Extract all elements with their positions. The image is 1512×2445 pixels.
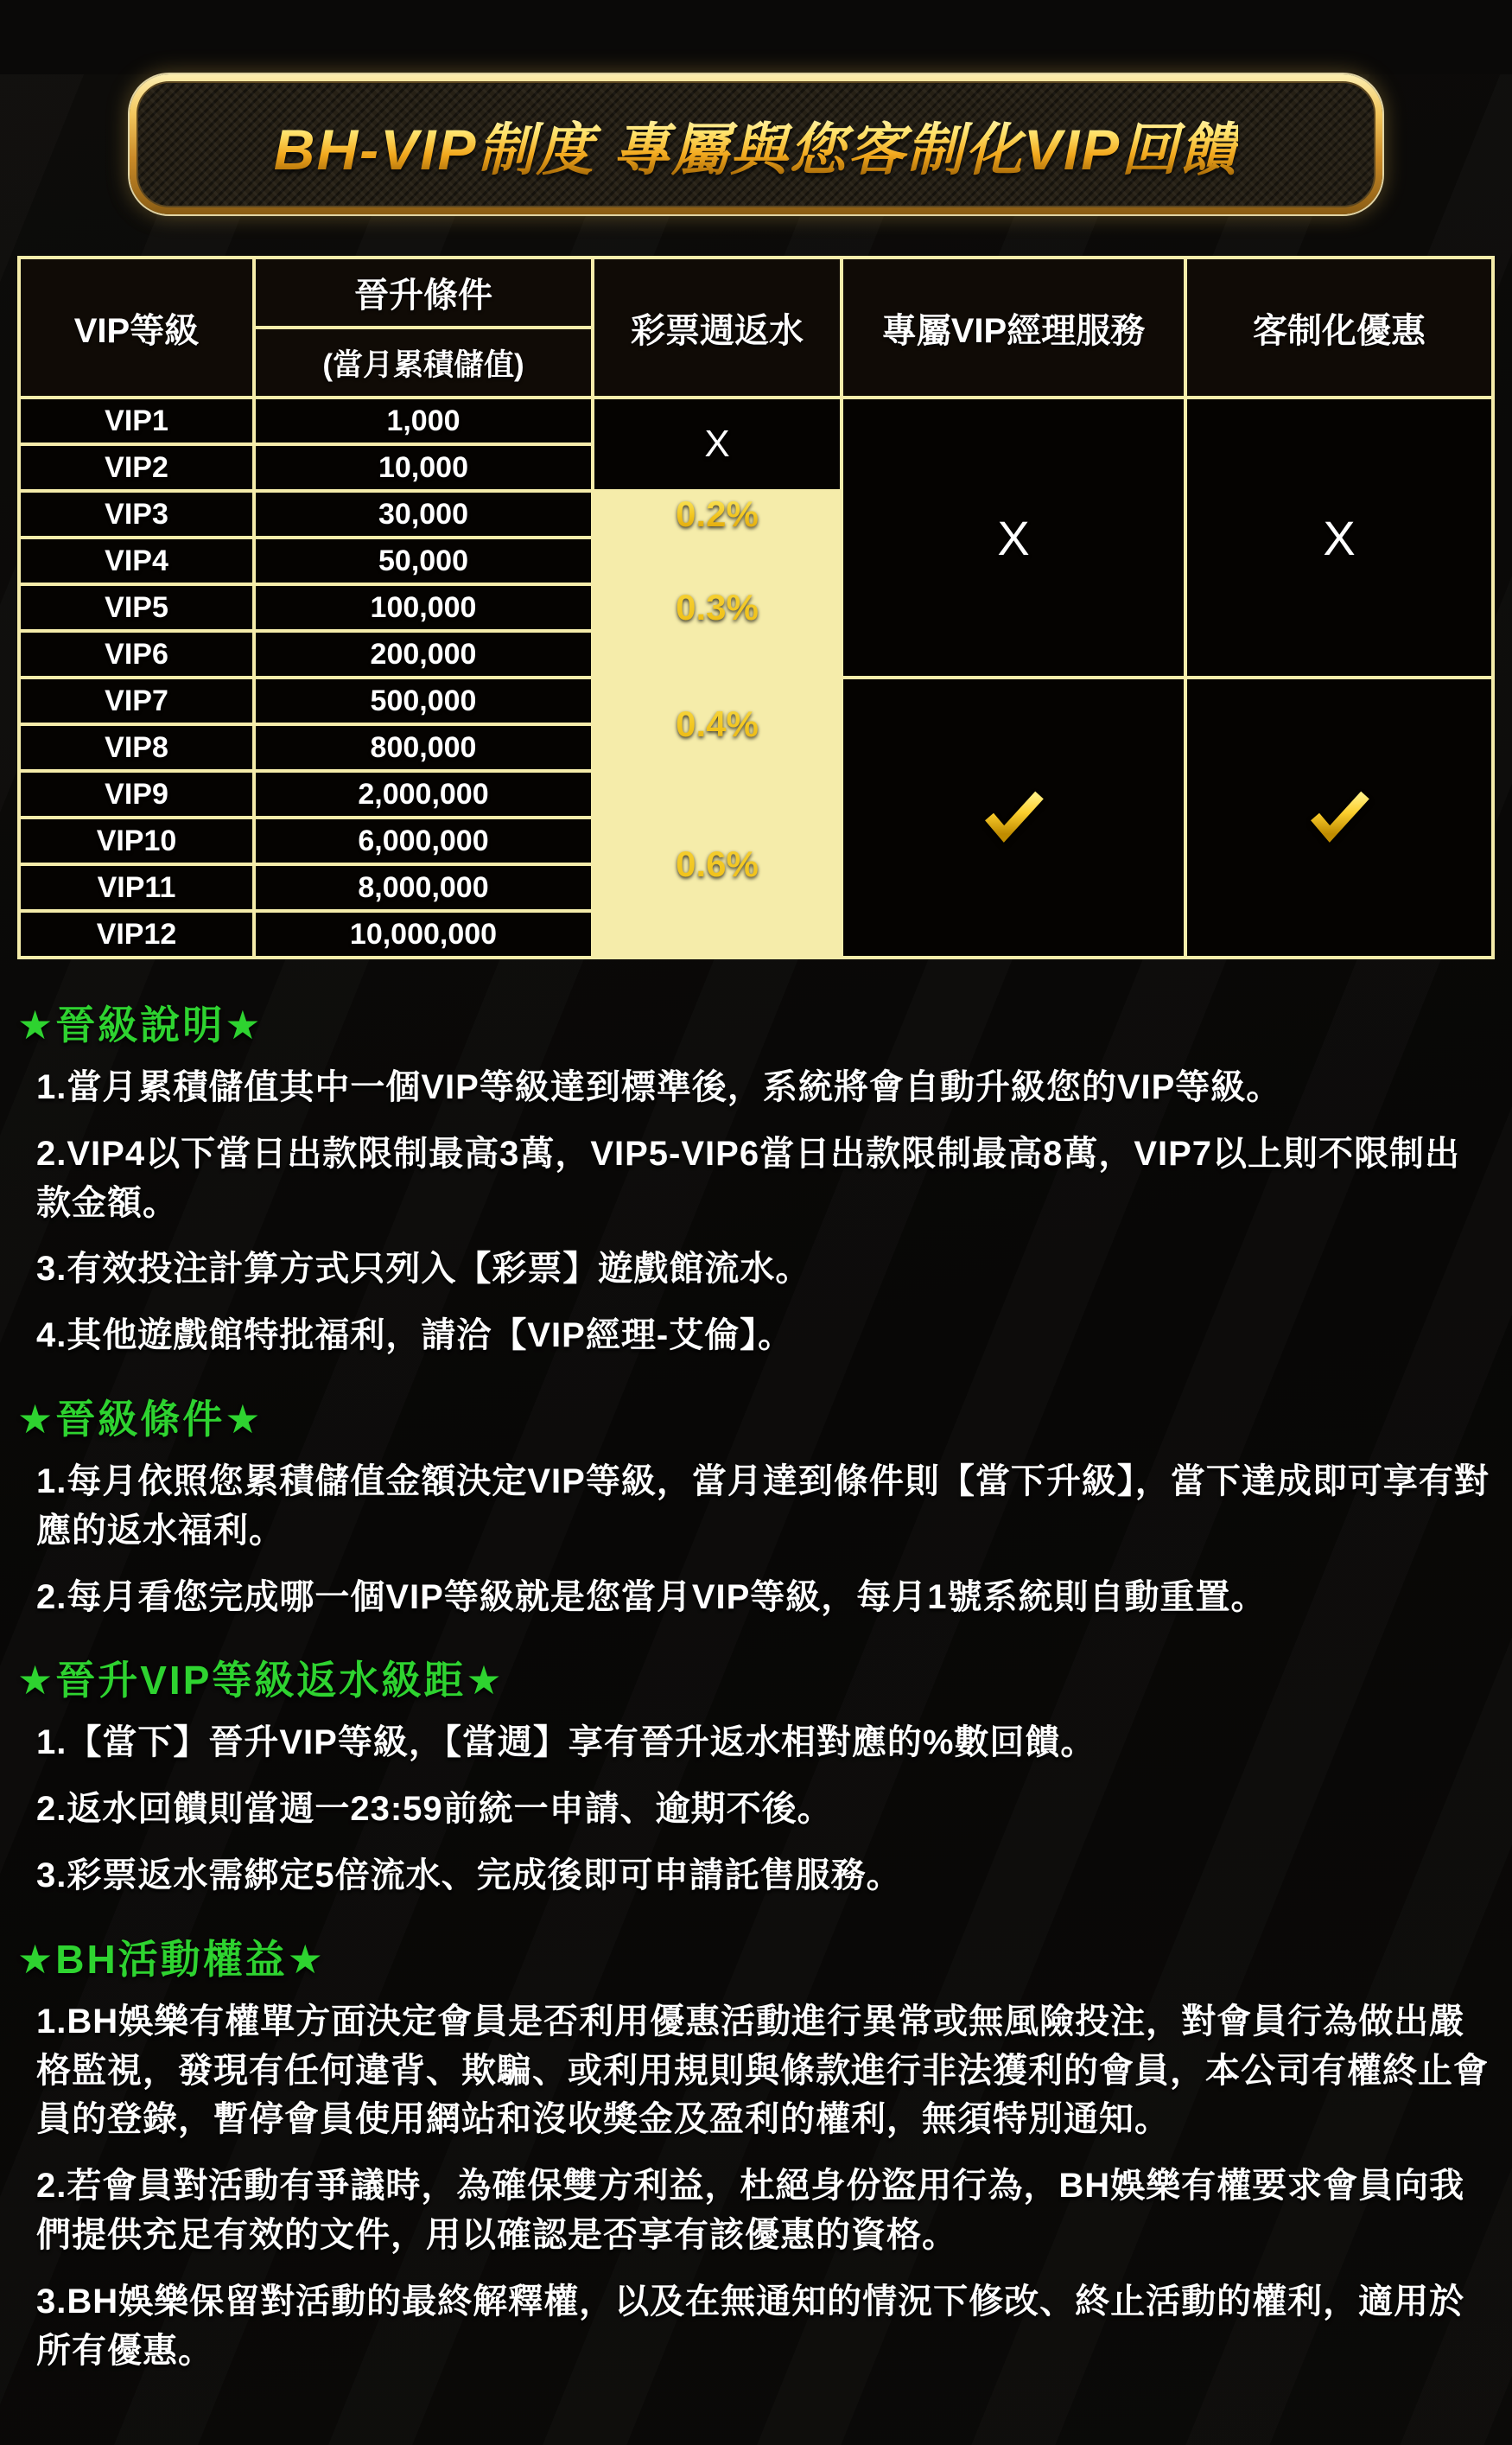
rule-item: 1.BH娛樂有權單方面決定會員是否利用優惠活動進行異常或無風險投注，對會員行為做出嚴格監視，發現有任何違背、欺騙、或利用規則與條款進行非法獲利的會員，本公司有權終止會員的登錄，暫停會員使用網站和沒收獎金及盈利的權利，無須特別通知。 xyxy=(36,2002,1489,2139)
table-row-level: VIP9 xyxy=(21,773,252,816)
table-row-level: VIP7 xyxy=(21,679,252,723)
rule-item: 1.【當下】晉升VIP等級，【當週】享有晉升返水相對應的%數回饋。 xyxy=(36,1723,1096,1762)
table-row-deposit: 50,000 xyxy=(256,539,591,583)
rule-item: 1.每月依照您累積儲值金額決定VIP等級，當月達到條件則【當下升級】，當下達成即可享有對應的返水福利。 xyxy=(36,1461,1490,1550)
rule-item: 2.返水回饋則當週一23:59前統一申請、逾期不後。 xyxy=(36,1790,833,1829)
offer-denied-cell: X xyxy=(1187,399,1491,676)
banner-gold-frame xyxy=(130,74,1382,214)
table-row-deposit: 500,000 xyxy=(256,679,591,723)
rule-item: 3.有效投注計算方式只列入【彩票】遊戲館流水。 xyxy=(36,1250,811,1289)
vip-tier-table xyxy=(17,256,1495,959)
section-heading: ★BH活動權益★ xyxy=(17,1936,326,1982)
table-row-deposit: 10,000 xyxy=(256,446,591,489)
table-row-level: VIP5 xyxy=(21,586,252,629)
table-row-level: VIP12 xyxy=(21,913,252,956)
rebate-rate-cell: 0.2% xyxy=(594,493,840,536)
table-row-level: VIP3 xyxy=(21,493,252,536)
rules-area xyxy=(17,994,1495,2375)
rule-item: 3.彩票返水需綁定5倍流水、完成後即可申請託售服務。 xyxy=(36,1856,902,1894)
table-row-deposit: 10,000,000 xyxy=(256,913,591,956)
section-heading: ★晉升VIP等級返水級距★ xyxy=(17,1658,505,1703)
header-lottery-rebate: 彩票週返水 xyxy=(594,259,840,396)
table-row-deposit: 1,000 xyxy=(256,399,591,443)
table-row-deposit: 8,000,000 xyxy=(256,866,591,909)
section-upgrade-condition xyxy=(17,1388,1495,1621)
rule-item: 1.當月累積儲值其中一個VIP等級達到標準後，系統將會自動升級您的VIP等級。 xyxy=(36,1068,1282,1106)
table-row-deposit: 200,000 xyxy=(256,633,591,676)
banner-texture-panel xyxy=(137,81,1375,207)
table-row-level: VIP6 xyxy=(21,633,252,676)
header-condition-subtitle: (當月累積儲值) xyxy=(322,347,524,382)
table-row-level: VIP11 xyxy=(21,866,252,909)
header-condition-title: 晉升條件 xyxy=(256,259,591,329)
gold-check-icon xyxy=(1306,789,1372,847)
section-heading: ★晉級條件★ xyxy=(17,1396,264,1442)
offer-granted-cell xyxy=(1187,679,1491,956)
table-row-level: VIP2 xyxy=(21,446,252,489)
section-bh-activity-rights xyxy=(17,1928,1495,2376)
manager-denied-cell: X xyxy=(843,399,1184,676)
gold-check-icon xyxy=(981,789,1046,847)
rule-item: 3.BH娛樂保留對活動的最終解釋權，以及在無通知的情況下修改、終止活動的權利，適用於所有優惠。 xyxy=(36,2282,1465,2370)
header-custom-offer: 客制化優惠 xyxy=(1187,259,1491,396)
table-row-deposit: 100,000 xyxy=(256,586,591,629)
rule-item: 2.若會員對活動有爭議時，為確保雙方利益，杜絕身份盜用行為，BH娛樂有權要求會員向我們提供充足有效的文件，用以確認是否享有該優惠的資格。 xyxy=(36,2167,1465,2254)
rebate-none-cell: X xyxy=(594,399,840,489)
table-row-deposit: 800,000 xyxy=(256,726,591,769)
promo-banner xyxy=(130,74,1382,214)
rule-item: 4.其他遊戲館特批福利，請洽【VIP經理-艾倫】。 xyxy=(36,1316,794,1355)
table-row-level: VIP4 xyxy=(21,539,252,583)
section-heading: ★晉級說明★ xyxy=(17,1003,264,1047)
table-row-deposit: 30,000 xyxy=(256,493,591,536)
header-vip-manager: 專屬VIP經理服務 xyxy=(843,259,1184,396)
rule-item: 2.每月看您完成哪一個VIP等級就是您當月VIP等級，每月1號系統則自動重置。 xyxy=(36,1577,1267,1616)
table-row-deposit: 6,000,000 xyxy=(256,819,591,863)
table-row-level: VIP1 xyxy=(21,399,252,443)
header-upgrade-condition xyxy=(256,259,591,396)
table-row-deposit: 2,000,000 xyxy=(256,773,591,816)
table-row-level: VIP8 xyxy=(21,726,252,769)
section-upgrade-explanation xyxy=(17,994,1495,1360)
rule-item: 2.VIP4以下當日出款限制最高3萬，VIP5-VIP6當日出款限制最高8萬，VIP7以上則不限制出款金額。 xyxy=(36,1134,1461,1222)
rebate-rate-cell: 0.6% xyxy=(594,773,840,956)
manager-granted-cell xyxy=(843,679,1184,956)
table-row-level: VIP10 xyxy=(21,819,252,863)
header-vip-level: VIP等級 xyxy=(21,259,252,396)
rebate-rate-cell: 0.4% xyxy=(594,679,840,769)
rebate-rate-cell: 0.3% xyxy=(594,539,840,676)
section-rebate-tiers xyxy=(17,1649,1495,1900)
page-title: BH-VIP制度 專屬與您客制化VIP回饋 xyxy=(274,104,1238,186)
